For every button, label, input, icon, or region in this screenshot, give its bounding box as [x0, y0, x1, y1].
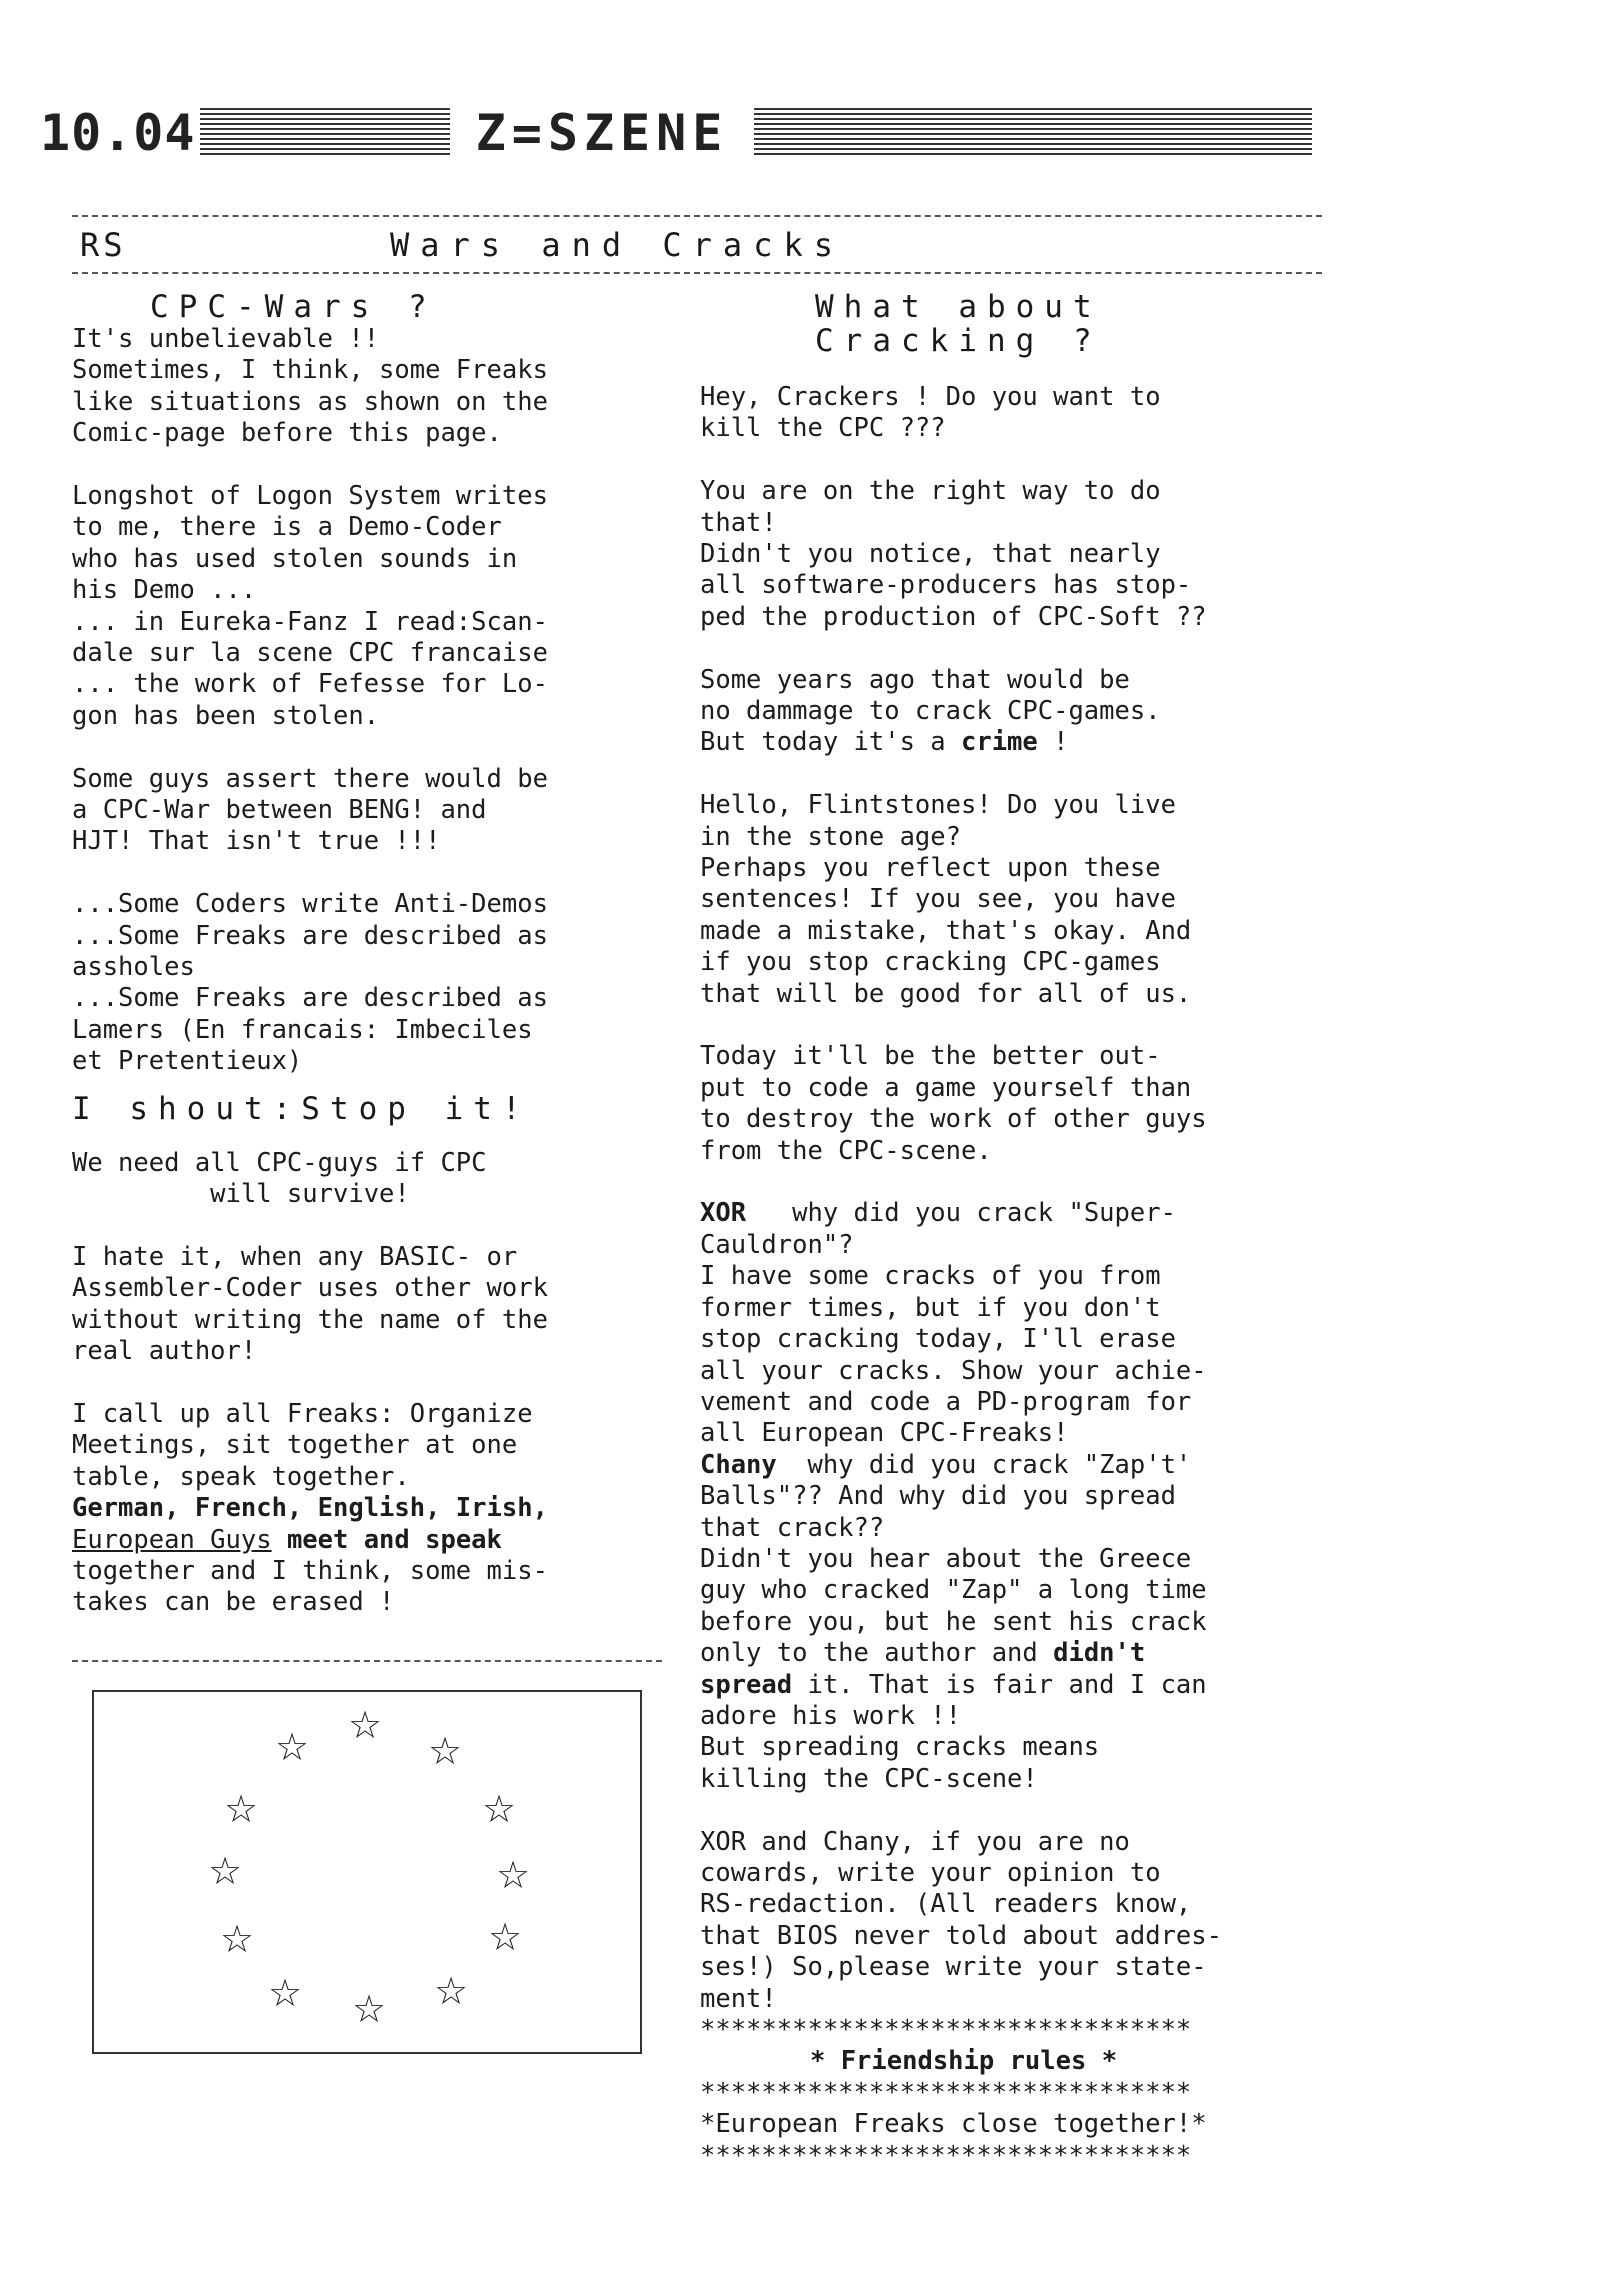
star-icon: ☆: [496, 1853, 531, 1897]
star-icon: ☆: [208, 1849, 243, 1893]
masthead: [40, 100, 1312, 166]
section-header: [72, 225, 1322, 265]
paragraph-longshot: Longshot of Logon System writes to me, there is a Demo-Coder who has used stolen sounds in his Demo ... ... in Eureka-Fanz I read:Scan- dale sur la scene CPC francaise ... the work of Fefesse for Lo- gon has been stolen.: [72, 481, 548, 731]
section-author: RS: [80, 226, 127, 264]
paragraph-some-years: Some years ago that would be no dammage to crack CPC-games. But today it's a crime !: [700, 664, 1161, 758]
right-heading-line2: Cracking ?: [815, 323, 1102, 359]
magazine-title: Z=SZENE: [452, 100, 752, 166]
closing-line: *European Freaks close together!*: [700, 2109, 1207, 2140]
header-divider: [72, 272, 1322, 274]
paragraph-intro: It's unbelievable !! Sometimes, I think, some Freaks like situations as shown on the Comic-page before this page.: [72, 324, 548, 449]
star-icon: ☆: [482, 1787, 517, 1831]
paragraph-cowards: XOR and Chany, if you are no cowards, write your opinion to RS-redaction. (All readers know, that BIOS never told about addres- ses!) So,please write your state- ment! ******************************** * Friendship rules * ******************************** *European Freaks close together!* ********************************: [700, 1826, 1222, 2171]
right-column: [700, 290, 1330, 2172]
star-icon: ☆: [488, 1915, 523, 1959]
star-icon: ☆: [428, 1729, 463, 1773]
paragraph-hey-crackers: Hey, Crackers ! Do you want to kill the CPC ???: [700, 382, 1161, 444]
star-icon: ☆: [275, 1725, 310, 1769]
left-column: [72, 290, 662, 1619]
masthead-rule-right: [754, 108, 1312, 158]
paragraph-cpc-war: Some guys assert there would be a CPC-War between BENG! and HJT! That isn't true !!!: [72, 763, 548, 857]
paragraph-hate: I hate it, when any BASIC- or Assembler-Coder uses other work without writing the name of the real author!: [72, 1241, 548, 1367]
paragraph-need-all: We need all CPC-guys if CPC will survive!: [72, 1147, 487, 1210]
paragraph-today: Today it'll be the better out- put to code a game yourself than to destroy the work of other guys from the CPC-scene.: [700, 1041, 1207, 1166]
star-icon: ☆: [352, 1987, 387, 2031]
right-heading-line1: What about: [815, 289, 1102, 325]
section-title: Wars and Cracks: [390, 226, 844, 264]
issue-number: 10.04: [40, 104, 196, 162]
chany-name: Chany: [700, 1449, 777, 1480]
star-icon: ☆: [268, 1971, 303, 2015]
underlined-european-guys: European Guys: [72, 1524, 272, 1555]
shout-heading: I shout:Stop it!: [72, 1090, 531, 1127]
top-divider: [72, 215, 1322, 217]
star-row: ********************************: [700, 2140, 1192, 2171]
star-row: ********************************: [700, 2015, 1192, 2046]
star-icon: ☆: [224, 1787, 259, 1831]
bold-nationalities: German, French, English, Irish,: [72, 1493, 548, 1524]
paragraph-call-up: I call up all Freaks: Organize Meetings, sit together at one table, speak together. German, French, English, Irish, European Guys meet and speak together and I think, some mis- takes can be erased !: [72, 1398, 548, 1618]
xor-name: XOR: [700, 1198, 747, 1229]
star-icon: ☆: [434, 1969, 469, 2013]
masthead-rule-left: [200, 108, 450, 158]
left-bottom-divider: [72, 1660, 662, 1662]
star-icon: ☆: [220, 1917, 255, 1961]
paragraph-xor: XOR why did you crack "Super- Cauldron"? I have some cracks of you from former times, but if you don't stop cracking today, I'll erase all your cracks. Show your achie- vement and code a PD-program for all European CPC-Freaks! Chany why did you crack "Zap't' Balls"?? And why did you spread that crack?? Didn't you hear about the Greece guy who cracked "Zap" a long time before you, but he sent his crack only to the author and didn't spread it. That is fair and I can adore his work !! But spreading cracks means killing the CPC-scene!: [700, 1198, 1207, 1794]
star-icon: ☆: [348, 1703, 383, 1747]
paragraph-some-freaks: ...Some Coders write Anti-Demos ...Some Freaks are described as assholes ...Some Freaks are described as Lamers (En francais: Imbeciles et Pretentieux): [72, 889, 548, 1077]
friendship-rules: * Friendship rules *: [810, 2046, 1118, 2077]
paragraph-right-way: You are on the right way to do that! Didn't you notice, that nearly all software-producers has stop- ped the production of CPC-Soft ??: [700, 476, 1207, 632]
paragraph-flintstones: Hello, Flintstones! Do you live in the stone age? Perhaps you reflect upon these sentences! If you see, you have made a mistake, that's okay. And if you stop cracking CPC-games that will be good for all of us.: [700, 790, 1192, 1009]
star-row: ********************************: [700, 2077, 1192, 2108]
european-flag-drawing: [92, 1690, 642, 2054]
left-heading: CPC-Wars ?: [150, 289, 437, 325]
